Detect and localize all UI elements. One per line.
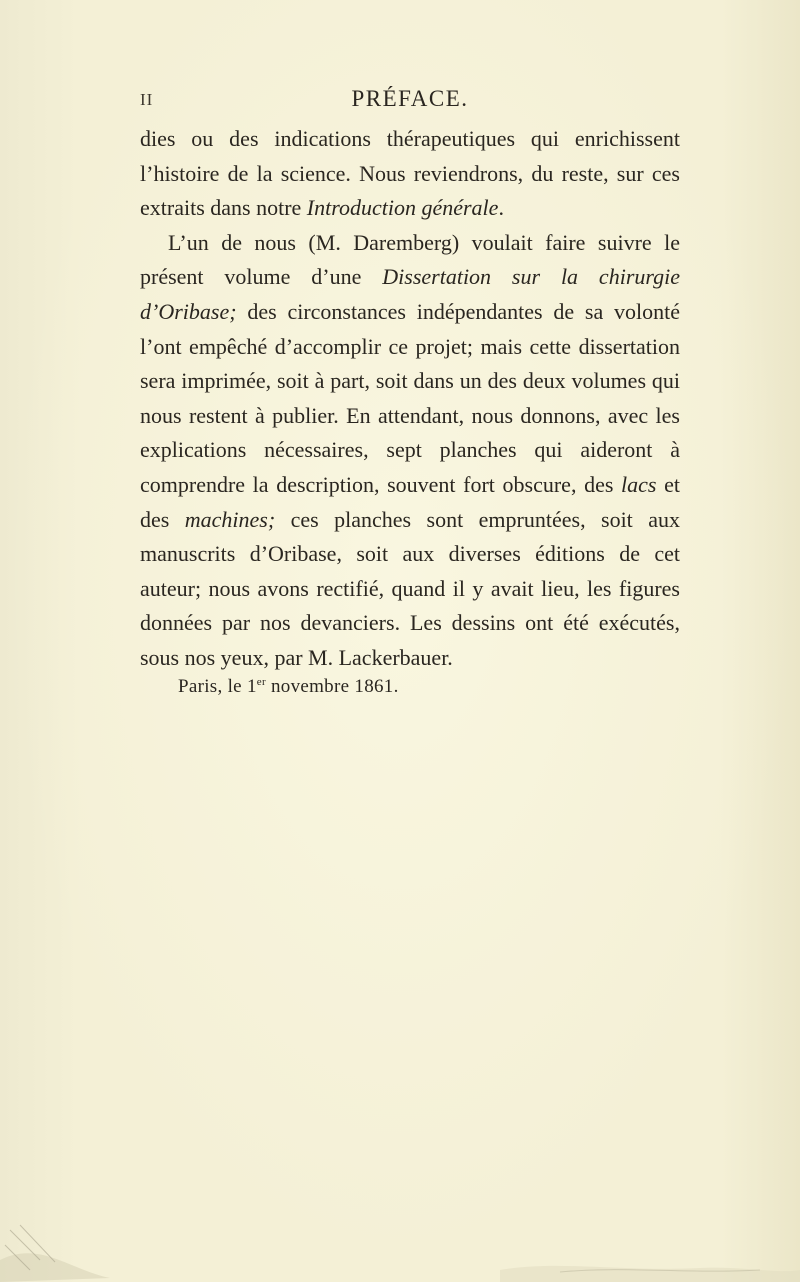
date-prefix: Paris, le 1 (178, 676, 257, 697)
paragraph-2-text-a: L’un de nous (M. Daremberg) voulait faire suivre le présent volume d’une (140, 229, 680, 290)
paragraph-2-italic-title: Dissertation sur la chirurgie d’Oribase; (140, 264, 680, 324)
running-head: PRÉFACE. (351, 86, 469, 111)
date-suffix: novembre 1861. (265, 676, 399, 697)
paragraph-2-italic-machines: machines; (184, 506, 276, 532)
paragraph-1-text-a: dies ou des indications thérapeutiques qui enrichissent l’histoire de la science. Nous reviendrons, du reste, sur ces extraits dans notre (140, 126, 680, 221)
page-bottom-stain (0, 1200, 800, 1282)
paragraph-1-text-b: . (498, 195, 504, 221)
page-header (140, 86, 680, 116)
paragraph-2-text-d: ces planches sont empruntées, soit aux manuscrits d’Oribase, soit aux diverses éditions de cet auteur; nous avons rectifié, quand il y avait lieu, les figures données par nos devanciers. Les dessins ont été exécutés, sous nos yeux, par M. Lackerbauer. (140, 506, 680, 670)
body-text (140, 122, 680, 676)
paragraph-2-text-b: des circonstances indépendantes de sa volonté l’ont empêché d’accomplir ce projet; mais cette dissertation sera imprimée, soit à part, soit dans un des deux volumes qui nous restent à publier. En attendant, nous donnons, avec les explications nécessaires, sept planches qui aideront à comprendre la description, souvent fort obscure, des (140, 298, 680, 497)
paragraph-2-italic-lacs: lacs (621, 471, 657, 497)
page-number: II (140, 90, 154, 109)
paragraph-1-italic-title: Introduction générale (306, 195, 499, 221)
date-signature (178, 676, 399, 698)
paragraph-2-text-c: et des (140, 471, 680, 532)
paragraph-2 (140, 226, 680, 676)
paragraph-1 (140, 122, 680, 226)
date-superscript: er (256, 676, 266, 688)
